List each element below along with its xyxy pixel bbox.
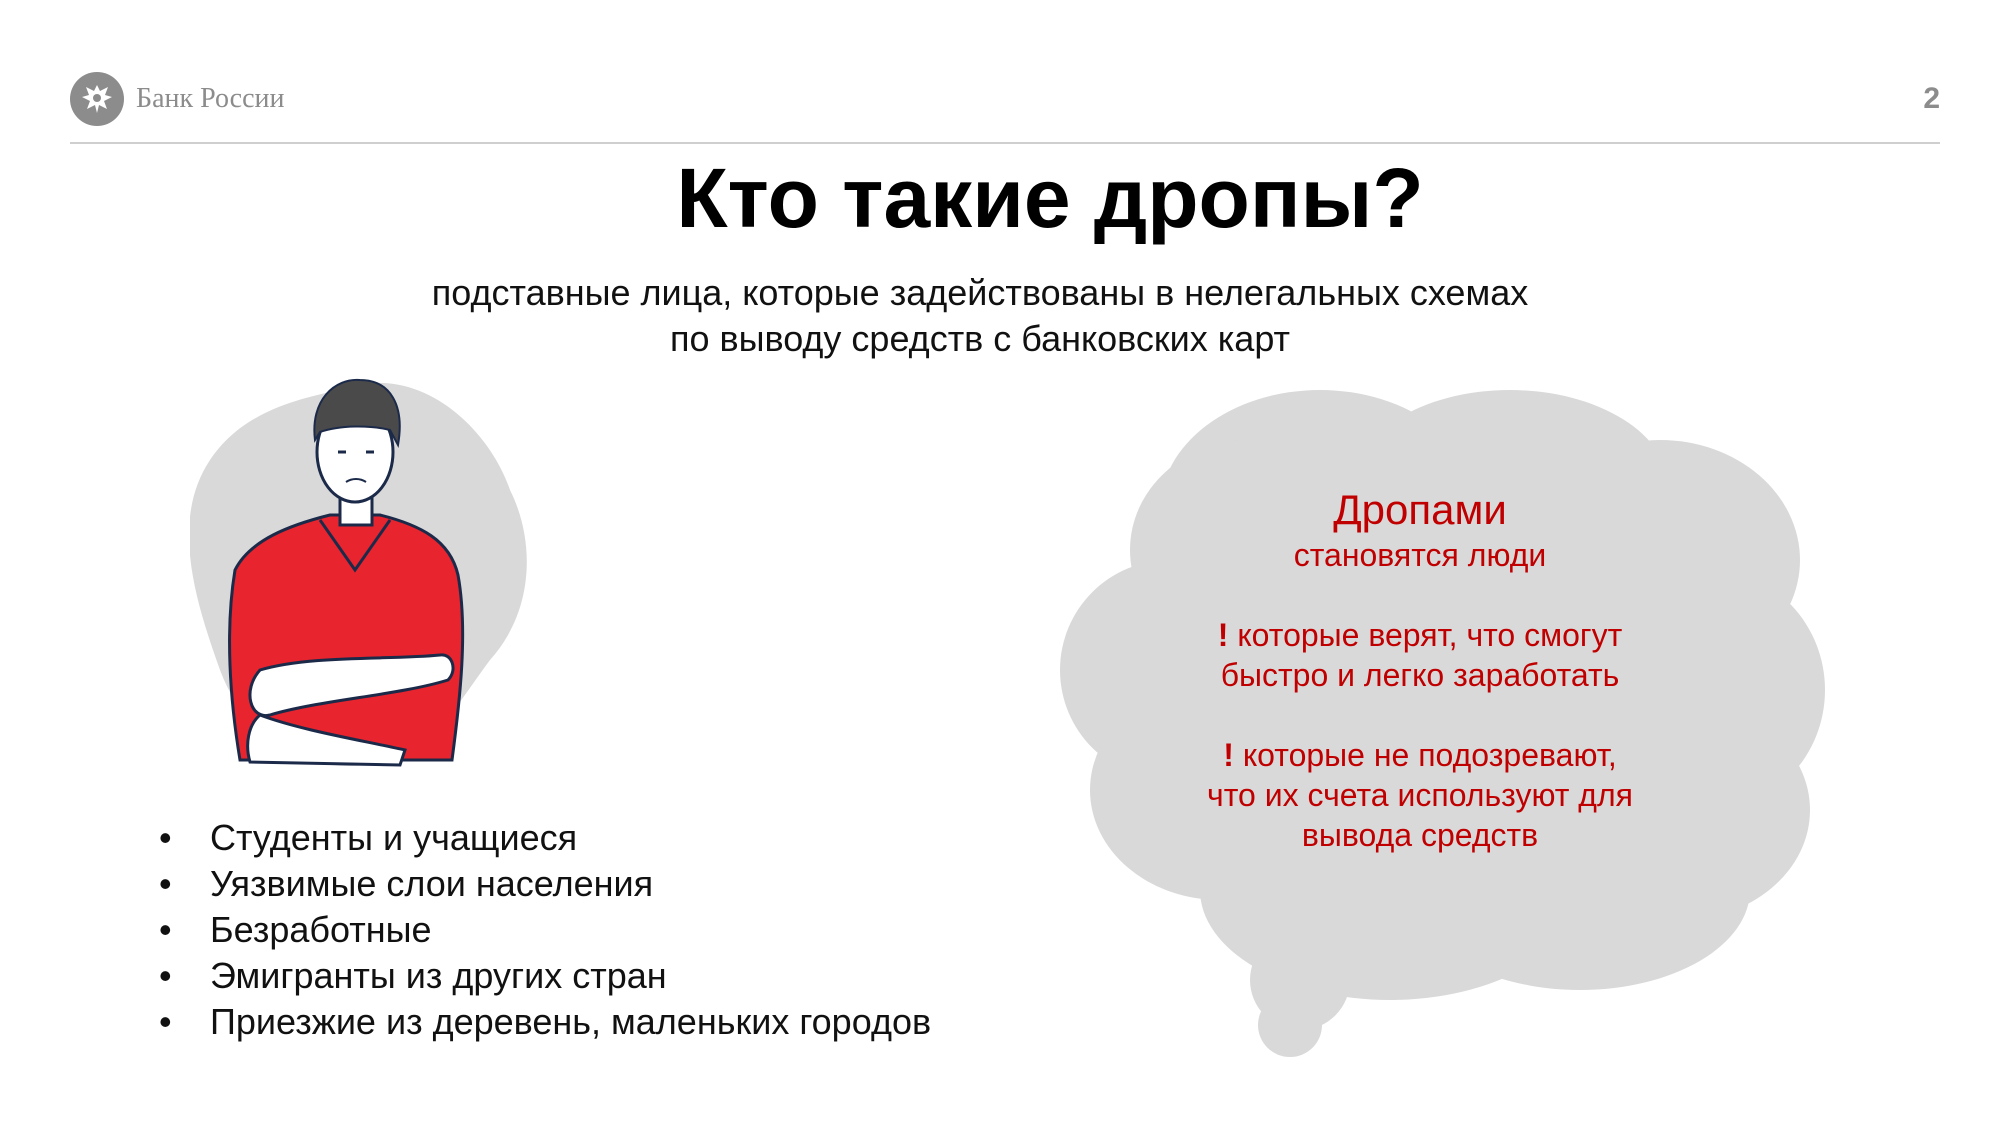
exclamation-mark: ! — [1217, 617, 1229, 653]
cloud-point-1-text: которые верят, что смогут — [1237, 617, 1623, 653]
list-item-text: Безработные — [210, 909, 432, 950]
cloud-point-1-line — [1140, 615, 1700, 655]
list-item-text: Приезжие из деревень, маленьких городов — [210, 1001, 932, 1042]
cloud-point-2-line: что их счета используют для — [1207, 777, 1633, 813]
list-item — [155, 907, 931, 953]
target-groups-list — [155, 815, 931, 1045]
page-number: 2 — [1923, 82, 1940, 115]
cloud-text — [1140, 485, 1700, 855]
bullet-marker: • — [159, 909, 172, 950]
bullet-marker: • — [159, 863, 172, 904]
list-item-text: Уязвимые слои населения — [210, 863, 654, 904]
logo-text: Банк России — [136, 83, 285, 114]
man-crossed-arms-illustration — [190, 370, 660, 790]
cloud-point-2-text: которые не подозревают, — [1242, 737, 1617, 773]
bullet-marker: • — [159, 817, 172, 858]
cloud-point-2-line: вывода средств — [1301, 817, 1539, 853]
list-item — [155, 815, 931, 861]
cloud-point-1-line: быстро и легко заработать — [1220, 657, 1620, 693]
cloud-heading: Дропами — [1333, 486, 1507, 533]
subtitle-line: по выводу средств с банковских карт — [669, 318, 1291, 359]
bullet-marker: • — [159, 1001, 172, 1042]
bullet-marker: • — [159, 955, 172, 996]
header-divider — [70, 142, 1940, 144]
slide-subtitle — [330, 270, 1630, 362]
cloud-point-2-line — [1140, 735, 1700, 775]
cloud-subheading: становятся люди — [1293, 537, 1547, 573]
subtitle-line: подставные лица, которые задействованы в нелегальных схемах — [431, 272, 1529, 313]
list-item-text: Эмигранты из других стран — [210, 955, 667, 996]
list-item-text: Студенты и учащиеся — [210, 817, 578, 858]
bank-logo — [70, 72, 285, 126]
eagle-emblem-icon — [70, 72, 124, 126]
list-item — [155, 861, 931, 907]
exclamation-mark: ! — [1223, 737, 1234, 773]
slide-title: Кто такие дропы? — [676, 151, 1424, 245]
list-item — [155, 953, 931, 999]
list-item — [155, 999, 931, 1045]
